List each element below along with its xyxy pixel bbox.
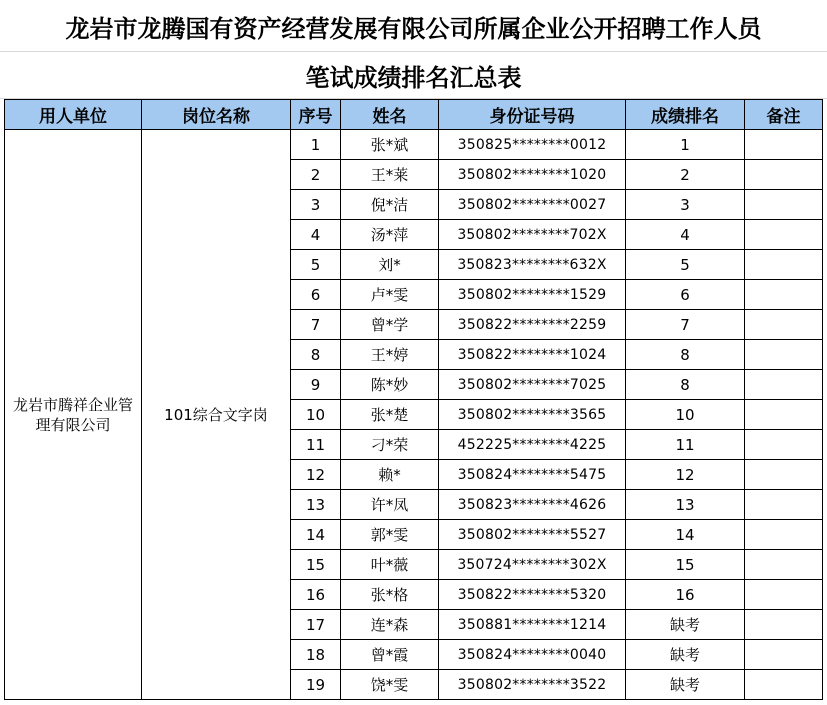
header-unit[interactable]: 用人单位 (5, 100, 142, 130)
cell-rank[interactable]: 11 (626, 430, 745, 460)
cell-seq[interactable]: 13 (291, 490, 341, 520)
header-id-number[interactable]: 身份证号码 (439, 100, 626, 130)
cell-id-number[interactable]: 350802********5527 (439, 520, 626, 550)
cell-id-number[interactable]: 350824********0040 (439, 640, 626, 670)
cell-id-number[interactable]: 350802********702X (439, 220, 626, 250)
cell-seq[interactable]: 12 (291, 460, 341, 490)
cell-id-number[interactable]: 350823********4626 (439, 490, 626, 520)
cell-seq[interactable]: 2 (291, 160, 341, 190)
cell-id-number[interactable]: 350822********1024 (439, 340, 626, 370)
cell-rank[interactable]: 16 (626, 580, 745, 610)
cell-rank[interactable]: 12 (626, 460, 745, 490)
cell-rank[interactable]: 1 (626, 130, 745, 160)
cell-rank[interactable]: 4 (626, 220, 745, 250)
cell-id-number[interactable]: 350824********5475 (439, 460, 626, 490)
cell-name[interactable]: 连*森 (341, 610, 439, 640)
cell-name[interactable]: 王*婷 (341, 340, 439, 370)
cell-seq[interactable]: 4 (291, 220, 341, 250)
cell-id-number[interactable]: 350802********3565 (439, 400, 626, 430)
cell-seq[interactable]: 3 (291, 190, 341, 220)
cell-rank[interactable]: 缺考 (626, 610, 745, 640)
cell-id-number[interactable]: 350822********5320 (439, 580, 626, 610)
cell-rank[interactable]: 13 (626, 490, 745, 520)
report-title-line1: 龙岩市龙腾国有资产经营发展有限公司所属企业公开招聘工作人员 (65, 14, 762, 43)
cell-note[interactable] (745, 460, 823, 490)
cell-note[interactable] (745, 640, 823, 670)
cell-seq[interactable]: 5 (291, 250, 341, 280)
table-header-row (5, 100, 823, 130)
cell-id-number[interactable]: 350802********1020 (439, 160, 626, 190)
cell-rank[interactable]: 8 (626, 340, 745, 370)
cell-seq[interactable]: 15 (291, 550, 341, 580)
cell-seq[interactable]: 9 (291, 370, 341, 400)
cell-rank[interactable]: 6 (626, 280, 745, 310)
cell-note[interactable] (745, 580, 823, 610)
cell-id-number[interactable]: 350881********1214 (439, 610, 626, 640)
cell-name[interactable]: 汤*萍 (341, 220, 439, 250)
cell-rank[interactable]: 5 (626, 250, 745, 280)
cell-id-number[interactable]: 350802********7025 (439, 370, 626, 400)
cell-note[interactable] (745, 610, 823, 640)
cell-note[interactable] (745, 310, 823, 340)
cell-name[interactable]: 曾*学 (341, 310, 439, 340)
cell-name[interactable]: 叶*薇 (341, 550, 439, 580)
cell-note[interactable] (745, 220, 823, 250)
cell-name[interactable]: 张*格 (341, 580, 439, 610)
cell-note[interactable] (745, 430, 823, 460)
cell-name[interactable]: 刁*荣 (341, 430, 439, 460)
header-rank[interactable]: 成绩排名 (626, 100, 745, 130)
cell-seq[interactable]: 1 (291, 130, 341, 160)
cell-id-number[interactable]: 350802********0027 (439, 190, 626, 220)
cell-name[interactable]: 曾*霞 (341, 640, 439, 670)
cell-note[interactable] (745, 550, 823, 580)
cell-note[interactable] (745, 400, 823, 430)
cell-note[interactable] (745, 520, 823, 550)
cell-rank[interactable]: 3 (626, 190, 745, 220)
cell-note[interactable] (745, 370, 823, 400)
cell-name[interactable]: 赖* (341, 460, 439, 490)
cell-id-number[interactable]: 452225********4225 (439, 430, 626, 460)
cell-name[interactable]: 张*斌 (341, 130, 439, 160)
header-name[interactable]: 姓名 (341, 100, 439, 130)
cell-rank[interactable]: 14 (626, 520, 745, 550)
cell-seq[interactable]: 8 (291, 340, 341, 370)
cell-seq[interactable]: 19 (291, 670, 341, 700)
cell-rank[interactable]: 15 (626, 550, 745, 580)
cell-seq[interactable]: 14 (291, 520, 341, 550)
cell-id-number[interactable]: 350825********0012 (439, 130, 626, 160)
cell-name[interactable]: 卢*雯 (341, 280, 439, 310)
cell-note[interactable] (745, 490, 823, 520)
cell-name[interactable]: 张*楚 (341, 400, 439, 430)
cell-name[interactable]: 许*凤 (341, 490, 439, 520)
cell-seq[interactable]: 17 (291, 610, 341, 640)
cell-name[interactable]: 王*莱 (341, 160, 439, 190)
cell-rank[interactable]: 缺考 (626, 670, 745, 700)
cell-rank[interactable]: 7 (626, 310, 745, 340)
cell-name[interactable]: 倪*洁 (341, 190, 439, 220)
cell-note[interactable] (745, 340, 823, 370)
cell-name[interactable]: 饶*雯 (341, 670, 439, 700)
cell-rank[interactable]: 8 (626, 370, 745, 400)
cell-unit-name[interactable]: 龙岩市腾祥企业管理有限公司 (5, 130, 142, 700)
header-note[interactable]: 备注 (745, 100, 823, 130)
cell-name[interactable]: 陈*妙 (341, 370, 439, 400)
cell-note[interactable] (745, 160, 823, 190)
cell-note[interactable] (745, 190, 823, 220)
cell-position-name[interactable]: 101综合文字岗 (142, 130, 291, 700)
cell-note[interactable] (745, 250, 823, 280)
table-row (5, 130, 823, 160)
score-ranking-table (4, 99, 823, 700)
cell-note[interactable] (745, 670, 823, 700)
cell-rank[interactable]: 缺考 (626, 640, 745, 670)
cell-seq[interactable]: 10 (291, 400, 341, 430)
cell-name[interactable]: 郭*雯 (341, 520, 439, 550)
cell-id-number[interactable]: 350823********632X (439, 250, 626, 280)
table-body (5, 130, 823, 700)
header-seq[interactable]: 序号 (291, 100, 341, 130)
cell-id-number[interactable]: 350802********3522 (439, 670, 626, 700)
cell-rank[interactable]: 10 (626, 400, 745, 430)
cell-rank[interactable]: 2 (626, 160, 745, 190)
report-title-line2: 笔试成绩排名汇总表 (305, 63, 522, 92)
header-position[interactable]: 岗位名称 (142, 100, 291, 130)
cell-note[interactable] (745, 130, 823, 160)
cell-note[interactable] (745, 280, 823, 310)
cell-seq[interactable]: 7 (291, 310, 341, 340)
cell-id-number[interactable]: 350822********2259 (439, 310, 626, 340)
cell-seq[interactable]: 16 (291, 580, 341, 610)
cell-name[interactable]: 刘* (341, 250, 439, 280)
cell-seq[interactable]: 6 (291, 280, 341, 310)
cell-seq[interactable]: 11 (291, 430, 341, 460)
cell-id-number[interactable]: 350802********1529 (439, 280, 626, 310)
cell-id-number[interactable]: 350724********302X (439, 550, 626, 580)
cell-seq[interactable]: 18 (291, 640, 341, 670)
